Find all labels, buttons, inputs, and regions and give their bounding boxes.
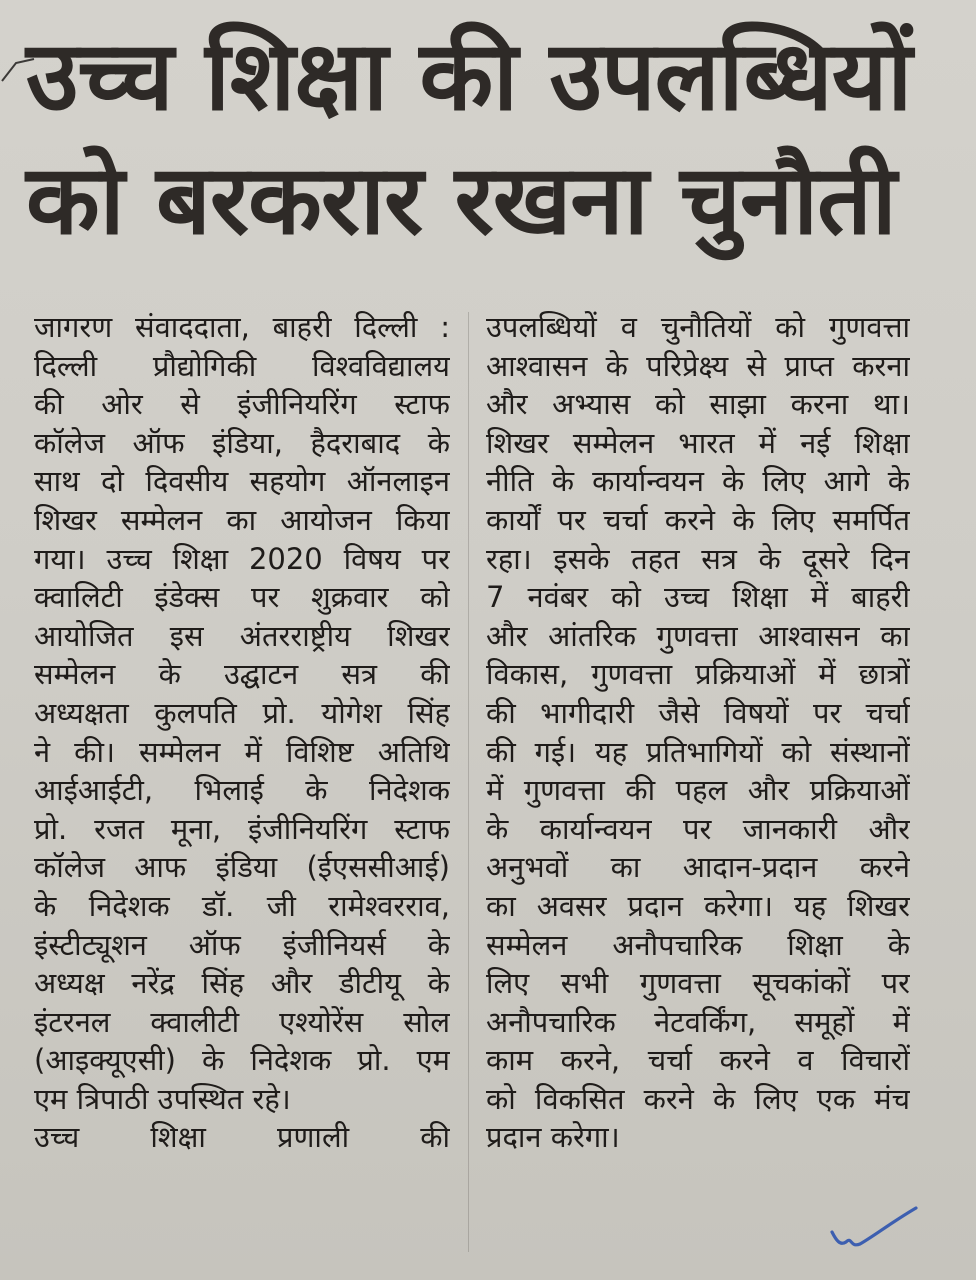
right-column-line: 7 नवंबर को उच्च शिक्षा में बाहरी: [486, 580, 910, 615]
right-column-line: अनुभवों का आदान-प्रदान करने: [486, 850, 910, 885]
right-column-line: सम्मेलन अनौपचारिक शिक्षा के: [486, 927, 910, 962]
left-column-line: कॉलेज ऑफ इंडिया, हैदराबाद के: [34, 425, 450, 460]
left-column-line: क्वालिटी इंडेक्स पर शुक्रवार को: [34, 580, 450, 615]
right-column-line: लिए सभी गुणवत्ता सूचकांकों पर: [486, 966, 910, 1001]
left-column-line: एम त्रिपाठी उपस्थित रहे।: [34, 1081, 291, 1116]
right-column-line: नीति के कार्यान्वयन के लिए आगे के: [486, 464, 910, 499]
left-column-line: इंटरनल क्वालीटी एश्योरेंस सोल: [34, 1004, 450, 1039]
left-column-line: आयोजित इस अंतरराष्ट्रीय शिखर: [34, 618, 450, 653]
left-column-line: जागरण संवाददाता, बाहरी दिल्ली :: [34, 310, 450, 344]
right-column-line: की गई। यह प्रतिभागियों को संस्थानों: [486, 734, 910, 769]
left-column-line: अध्यक्ष नरेंद्र सिंह और डीटीयू के: [34, 966, 450, 1001]
right-column-line: कार्यों पर चर्चा करने के लिए समर्पित: [486, 502, 910, 537]
right-column-line: प्रदान करेगा।: [486, 1120, 620, 1155]
left-column-line: प्रो. रजत मूना, इंजीनियरिंग स्टाफ: [34, 811, 450, 846]
left-column-line: की ओर से इंजीनियरिंग स्टाफ: [34, 387, 450, 422]
left-column-line: आईआईटी, भिलाई के निदेशक: [34, 773, 450, 808]
left-column-line: साथ दो दिवसीय सहयोग ऑनलाइन: [34, 464, 450, 499]
right-column-line: में गुणवत्ता की पहल और प्रक्रियाओं: [486, 773, 910, 808]
left-column-line: के निदेशक डॉ. जी रामेश्वरराव,: [34, 888, 450, 923]
left-column-line: ने की। सम्मेलन में विशिष्ट अतिथि: [34, 734, 450, 769]
right-column-line: अनौपचारिक नेटवर्किंग, समूहों में: [486, 1004, 910, 1039]
left-column-line: सम्मेलन के उद्घाटन सत्र की: [34, 657, 450, 692]
headline-line-1: उच्च शिक्षा की उपलब्धियों: [26, 20, 912, 132]
left-column-line: शिखर सम्मेलन का आयोजन किया: [34, 502, 450, 537]
right-column-line: आश्वासन के परिप्रेक्ष्य से प्राप्त करना: [486, 348, 910, 383]
left-column-line: उच्च शिक्षा प्रणाली की: [34, 1120, 450, 1155]
right-column-line: शिखर सम्मेलन भारत में नई शिक्षा: [486, 425, 910, 460]
headline-line-2: को बरकरार रखना चुनौती: [26, 144, 896, 256]
left-column-line: (आइक्यूएसी) के निदेशक प्रो. एम: [34, 1043, 450, 1078]
left-column-line: अध्यक्षता कुलपति प्रो. योगेश सिंह: [34, 695, 450, 730]
left-column-line: कॉलेज आफ इंडिया (ईएससीआई): [34, 850, 450, 885]
left-column-line: दिल्ली प्रौद्योगिकी विश्वविद्यालय: [34, 348, 450, 383]
right-column-line: को विकसित करने के लिए एक मंच: [486, 1081, 910, 1116]
left-column-line: इंस्टीट्यूशन ऑफ इंजीनियर्स के: [34, 927, 450, 962]
article-left-column: [34, 308, 450, 1157]
right-column-line: रहा। इसके तहत सत्र के दूसरे दिन: [486, 541, 910, 576]
right-column-line: का अवसर प्रदान करेगा। यह शिखर: [486, 888, 910, 923]
right-column-line: की भागीदारी जैसे विषयों पर चर्चा: [486, 695, 910, 730]
article-right-column: [486, 308, 910, 1157]
right-column-line: उपलब्धियों व चुनौतियों को गुणवत्ता: [486, 310, 910, 344]
right-column-line: काम करने, चर्चा करने व विचारों: [486, 1043, 910, 1078]
left-column-line: गया। उच्च शिक्षा 2020 विषय पर: [34, 541, 450, 576]
right-column-line: और अभ्यास को साझा करना था।: [486, 387, 910, 422]
right-column-line: के कार्यान्वयन पर जानकारी और: [486, 811, 910, 846]
right-column-line: विकास, गुणवत्ता प्रक्रियाओं में छात्रों: [486, 657, 910, 692]
right-column-line: और आंतरिक गुणवत्ता आश्वासन का: [486, 618, 910, 653]
tick-mark-icon: [826, 1196, 922, 1256]
column-divider: [468, 312, 469, 1252]
